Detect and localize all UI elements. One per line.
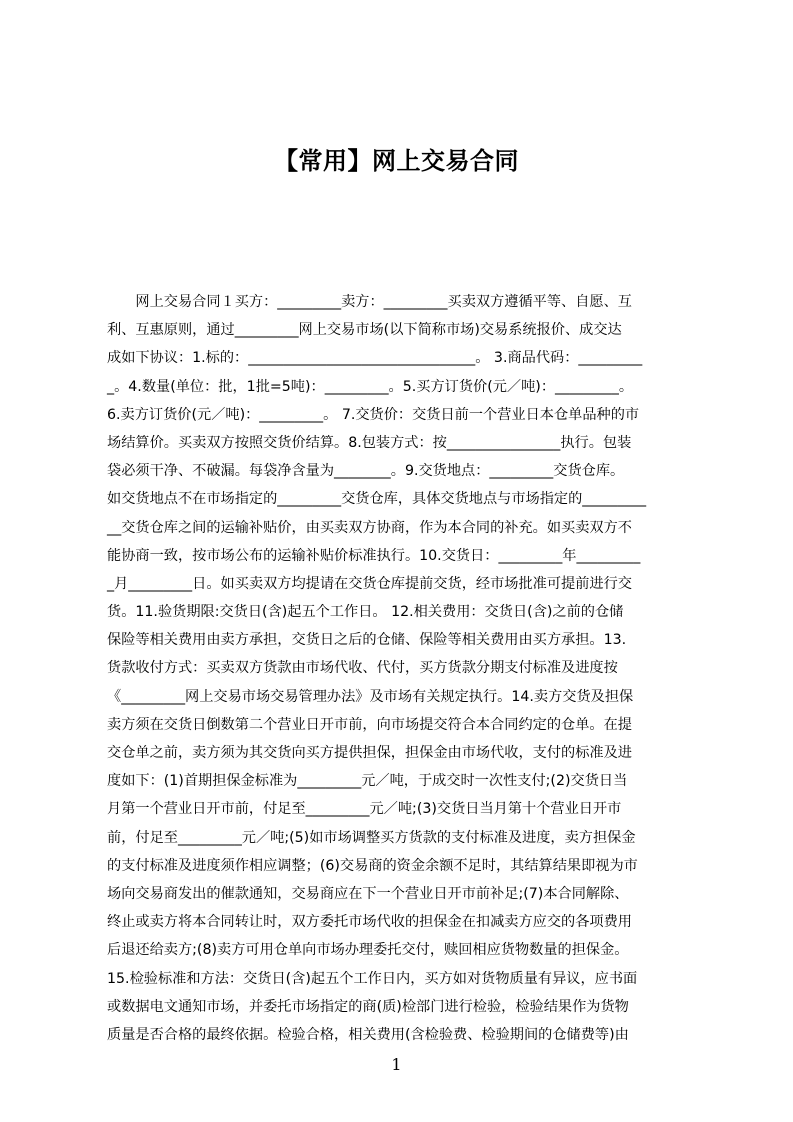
text-line: 袋必须干净、不破漏。每袋净含量为________。9.交货地点：_________交货仓库。	[107, 463, 625, 480]
text-line: 货。11.验货期限:交货日(含)起五个工作日。 12.相关费用：交货日(含)之前的仓储	[107, 604, 624, 621]
text-line: 场结算价。买卖双方按照交货价结算。8.包装方式：按________________执行。包装	[107, 434, 632, 451]
text-line: 交仓单之前，卖方须为其交货向买方提供担保，担保金由市场代收，支付的标准及进	[107, 745, 632, 761]
text-line: 卖方须在交货日倒数第二个营业日开市前，向市场提交符合本合同约定的仓单。在提	[107, 716, 632, 733]
text-line: 的支付标准及进度须作相应调整；(6)交易商的资金余额不足时，其结算结果即视为市	[107, 857, 638, 874]
page-number: 1	[391, 1055, 402, 1074]
text-line: 货款收付方式：买卖双方货款由市场代收、代付，买方货款分期支付标准及进度按	[107, 660, 618, 677]
text-line: _。4.数量(单位：批，1批=5吨)：_________。5.买方订货价(元／吨)：_________。	[107, 378, 634, 395]
document-title: 【常用】网上交易合同	[274, 147, 519, 175]
text-line: 场向交易商发出的催款通知，交易商应在下一个营业日开市前补足;(7)本合同解除、	[107, 885, 629, 902]
text-line: 保险等相关费用由卖方承担，交货日之后的仓储、保险等相关费用由买方承担。13.	[107, 632, 627, 649]
text-line: _月_________日。如买卖双方均提请在交货仓库提前交货，经市场批准可提前进行交	[107, 575, 632, 592]
text-line: 质量是否合格的最终依据。检验合格，相关费用(含检验费、检验期间的仓储费等)由	[107, 1026, 629, 1043]
text-line: 后退还给卖方;(8)卖方可用仓单向市场办理委托交付，赎回相应货物数量的担保金。	[107, 942, 629, 959]
text-line: 成如下协议：1.标的：________________________________。 3.商品代码：_________	[107, 350, 643, 367]
text-line: 利、互惠原则，通过_________网上交易市场(以下简称市场)交易系统报价、成交达	[107, 322, 622, 339]
text-line: 月第一个营业日开市前，付足至_________元／吨;(3)交货日当月第十个营业日开市	[107, 801, 622, 818]
text-line: 前，付足至_________元／吨;(5)如市场调整买方货款的支付标准及进度，卖方担保金	[107, 829, 636, 846]
text-line: 终止或卖方将本合同转让时，双方委托市场代收的担保金在扣减卖方应交的各项费用	[107, 914, 632, 931]
text-line: __交货仓库之间的运输补贴价，由买卖双方协商，作为本合同的补充。如买卖双方不	[107, 519, 632, 536]
contract-body	[107, 288, 697, 1043]
text-line: 网上交易合同１买方：_________卖方：_________买卖双方遵循平等、自愿、互	[107, 294, 632, 310]
text-line: 15.检验标准和方法：交货日(含)起五个工作日内，买方如对货物质量有异议，应书面	[107, 970, 638, 987]
text-line: 6.卖方订货价(元／吨)：_________。 7.交货价：交货日前一个营业日本仓单品种的市	[107, 406, 640, 423]
text-line: 或数据电文通知市场，并委托市场指定的商(质)检部门进行检验，检验结果作为货物	[107, 998, 629, 1015]
text-line: 《_________网上交易市场交易管理办法》及市场有关规定执行。14.卖方交货及担保	[107, 688, 634, 705]
text-line: 能协商一致，按市场公布的运输补贴价标准执行。10.交货日：_________年_________	[107, 547, 641, 564]
text-line: 如交货地点不在市场指定的_________交货仓库，具体交货地点与市场指定的_________	[107, 491, 647, 508]
text-line: 度如下：(1)首期担保金标准为_________元／吨，于成交时一次性支付;(2)交货日当	[107, 773, 628, 790]
